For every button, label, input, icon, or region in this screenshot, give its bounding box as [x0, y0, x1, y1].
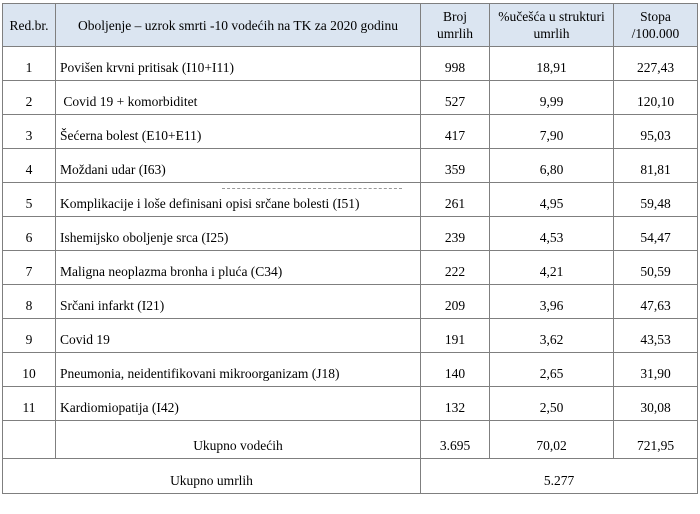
row-rate: 47,63 — [614, 285, 698, 319]
row-rb: 4 — [3, 149, 56, 183]
row-name: Maligna neoplazma bronha i pluća (C34) — [56, 251, 421, 285]
row-rb: 7 — [3, 251, 56, 285]
table-row — [3, 353, 698, 387]
row-count: 527 — [421, 81, 490, 115]
row-share: 4,21 — [490, 251, 614, 285]
row-rate: 31,90 — [614, 353, 698, 387]
row-name: Moždani udar (I63) — [56, 149, 421, 183]
table-row — [3, 81, 698, 115]
total-all-row — [3, 459, 698, 494]
header-rb: Red.br. — [3, 4, 56, 47]
row-name: Kardiomiopatija (I42) — [56, 387, 421, 421]
row-rb: 5 — [3, 183, 56, 217]
total-leading-share: 70,02 — [490, 421, 614, 459]
table-row — [3, 251, 698, 285]
row-count: 417 — [421, 115, 490, 149]
row-rate: 54,47 — [614, 217, 698, 251]
row-name: Ishemijsko oboljenje srca (I25) — [56, 217, 421, 251]
row-count: 191 — [421, 319, 490, 353]
row-count: 140 — [421, 353, 490, 387]
table-row — [3, 319, 698, 353]
total-leading-row — [3, 421, 698, 459]
header-rate: Stopa /100.000 — [614, 4, 698, 47]
table-row — [3, 115, 698, 149]
row-count: 132 — [421, 387, 490, 421]
row-name: Covid 19 — [56, 319, 421, 353]
row-share: 9,99 — [490, 81, 614, 115]
row-rb: 10 — [3, 353, 56, 387]
row-count: 222 — [421, 251, 490, 285]
row-count: 359 — [421, 149, 490, 183]
table-row — [3, 47, 698, 81]
row-rate: 59,48 — [614, 183, 698, 217]
row-rb: 8 — [3, 285, 56, 319]
row-rb: 6 — [3, 217, 56, 251]
row-count: 239 — [421, 217, 490, 251]
row-rb: 3 — [3, 115, 56, 149]
table-row — [3, 217, 698, 251]
row-share: 2,65 — [490, 353, 614, 387]
header-count: Broj umrlih — [421, 4, 490, 47]
row-rate: 81,81 — [614, 149, 698, 183]
row-rb: 9 — [3, 319, 56, 353]
empty-cell — [3, 421, 56, 459]
row-share: 3,62 — [490, 319, 614, 353]
row-share: 6,80 — [490, 149, 614, 183]
row-rate: 50,59 — [614, 251, 698, 285]
table-row — [3, 149, 698, 183]
row-count: 998 — [421, 47, 490, 81]
row-rate: 30,08 — [614, 387, 698, 421]
table-row — [3, 387, 698, 421]
row-rate: 43,53 — [614, 319, 698, 353]
row-name: Komplikacije i loše definisani opisi srčane bolesti (I51) — [56, 183, 421, 217]
row-name: Povišen krvni pritisak (I10+I11) — [56, 47, 421, 81]
row-share: 18,91 — [490, 47, 614, 81]
row-name: Šećerna bolest (E10+E11) — [56, 115, 421, 149]
dashed-artifact — [222, 188, 402, 189]
row-name: Pneumonia, neidentifikovani mikroorganizam (J18) — [56, 353, 421, 387]
total-all-label: Ukupno umrlih — [3, 459, 421, 494]
row-name: Srčani infarkt (I21) — [56, 285, 421, 319]
row-rb: 1 — [3, 47, 56, 81]
row-count: 261 — [421, 183, 490, 217]
header-row — [3, 4, 698, 47]
row-rate: 120,10 — [614, 81, 698, 115]
table-row — [3, 285, 698, 319]
row-share: 3,96 — [490, 285, 614, 319]
row-rate: 95,03 — [614, 115, 698, 149]
row-share: 4,95 — [490, 183, 614, 217]
row-share: 2,50 — [490, 387, 614, 421]
mortality-table — [2, 3, 698, 494]
row-rb: 2 — [3, 81, 56, 115]
row-rb: 11 — [3, 387, 56, 421]
row-share: 7,90 — [490, 115, 614, 149]
row-name: Covid 19 + komorbiditet — [56, 81, 421, 115]
header-share: %učešća u strukturi umrlih — [490, 4, 614, 47]
total-leading-rate: 721,95 — [614, 421, 698, 459]
row-rate: 227,43 — [614, 47, 698, 81]
row-share: 4,53 — [490, 217, 614, 251]
total-all-count: 5.277 — [421, 459, 698, 494]
total-leading-count: 3.695 — [421, 421, 490, 459]
total-leading-label: Ukupno vodećih — [56, 421, 421, 459]
row-count: 209 — [421, 285, 490, 319]
header-disease: Oboljenje – uzrok smrti -10 vodećih na TK za 2020 godinu — [56, 4, 421, 47]
